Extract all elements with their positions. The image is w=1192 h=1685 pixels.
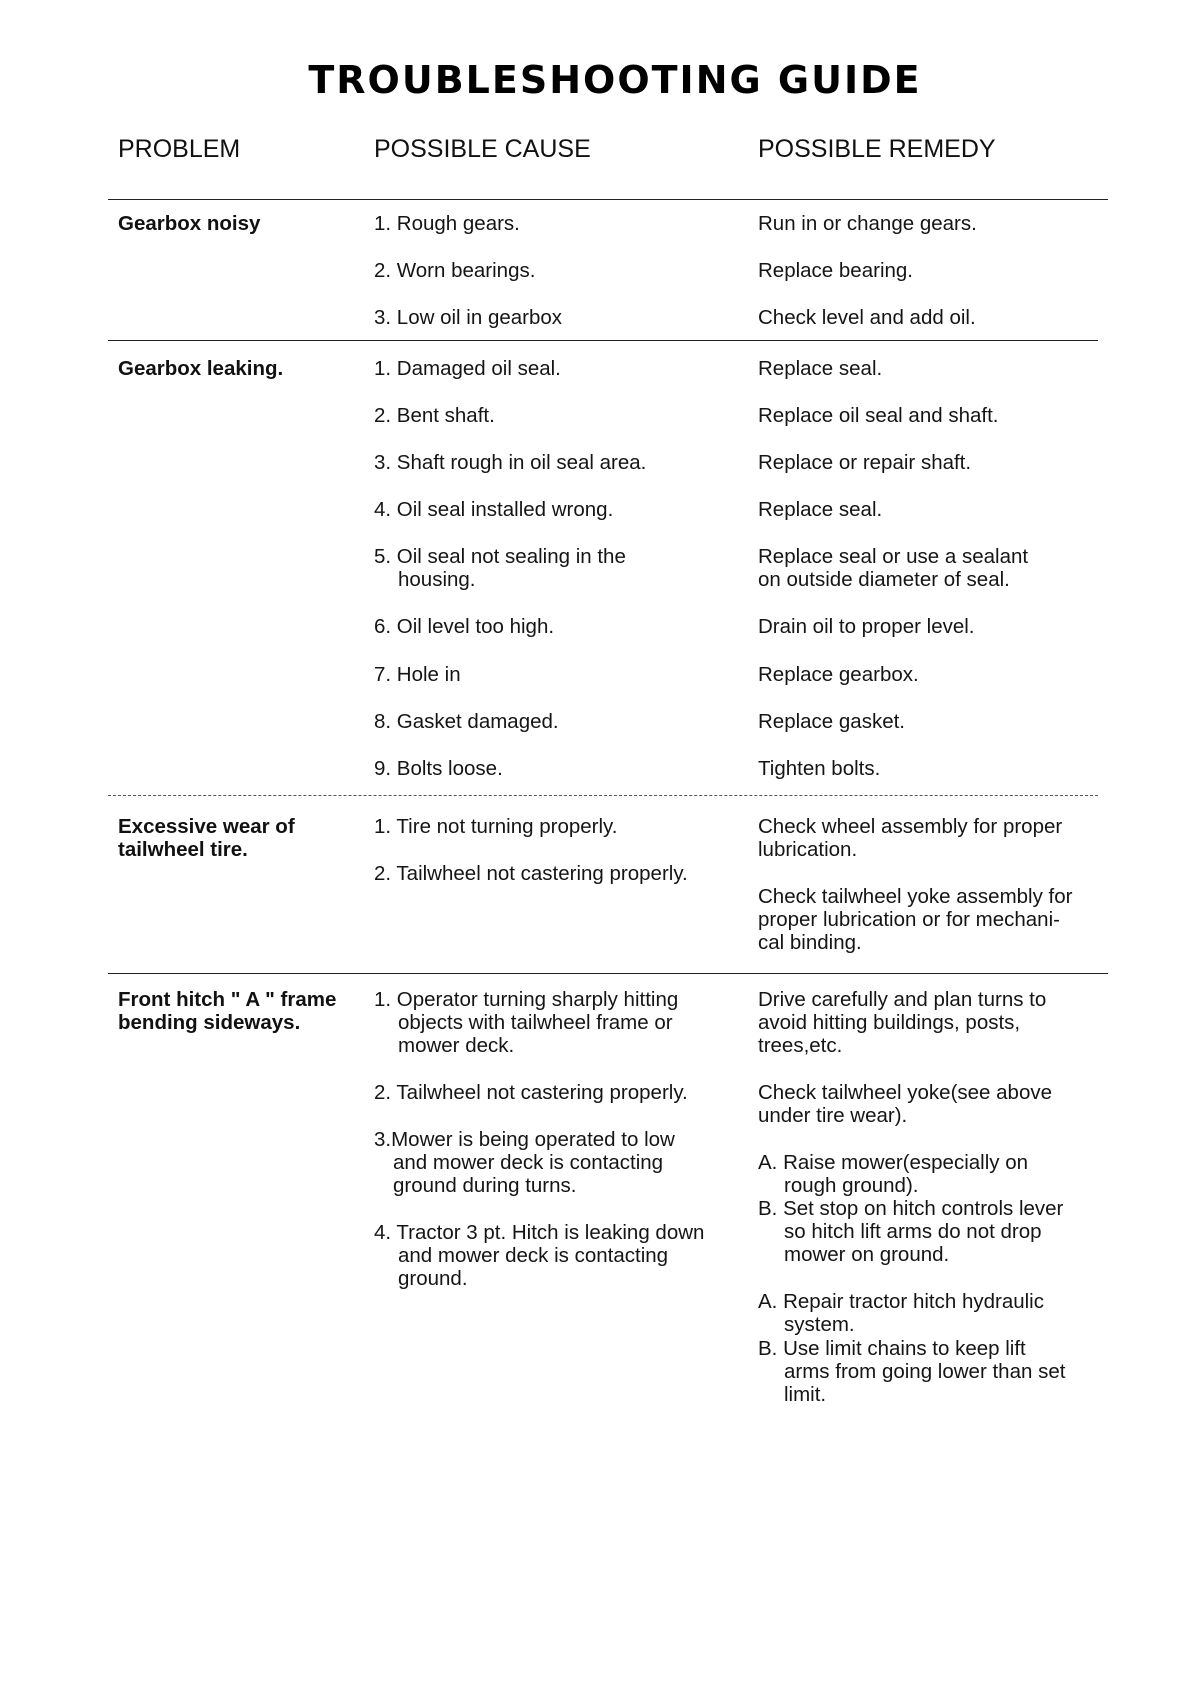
cause-item: 2. Bent shaft. xyxy=(374,404,495,427)
cause-continuation: mower deck. xyxy=(398,1034,515,1057)
cause-item-continued xyxy=(374,1034,514,1058)
cause-item: 3.Mower is being operated to low xyxy=(374,1128,675,1151)
divider-section-3 xyxy=(108,973,1108,974)
remedy-item: Replace oil seal and shaft. xyxy=(758,404,999,427)
cause-item: 1. Operator turning sharply hitting xyxy=(374,988,679,1011)
remedy-item: Tighten bolts. xyxy=(758,757,881,780)
cause-item-continued xyxy=(374,1267,468,1291)
cause-item: 4. Tractor 3 pt. Hitch is leaking down xyxy=(374,1221,705,1244)
remedy-item: Check tailwheel yoke assembly for xyxy=(758,885,1073,908)
remedy-continuation: limit. xyxy=(784,1383,827,1406)
remedy-item: B. Set stop on hitch controls lever xyxy=(758,1197,1064,1220)
remedy-item: A. Repair tractor hitch hydraulic xyxy=(758,1290,1044,1313)
cause-item-continued xyxy=(374,1174,576,1198)
cause-item: 2. Tailwheel not castering properly. xyxy=(374,1081,688,1104)
remedy-item-continued xyxy=(758,1313,855,1337)
cause-item: 1. Rough gears. xyxy=(374,212,520,235)
cause-item: 2. Tailwheel not castering properly. xyxy=(374,862,688,885)
cause-item: 4. Oil seal installed wrong. xyxy=(374,498,614,521)
remedy-item-continued: lubrication. xyxy=(758,838,858,861)
remedy-item-continued xyxy=(758,1243,949,1267)
divider-section-1 xyxy=(108,340,1098,341)
remedy-item: Run in or change gears. xyxy=(758,212,977,235)
cause-item: 7. Hole in xyxy=(374,663,461,686)
cause-continuation: ground. xyxy=(398,1267,468,1290)
cause-continuation: and mower deck is contacting xyxy=(398,1244,669,1267)
header-possible-cause: POSSIBLE CAUSE xyxy=(374,135,591,163)
problem-excessive-wear-line-1: Excessive wear of xyxy=(118,815,295,838)
remedy-item: Drain oil to proper level. xyxy=(758,615,975,638)
remedy-item: Replace gearbox. xyxy=(758,663,919,686)
remedy-item: Check tailwheel yoke(see above xyxy=(758,1081,1052,1104)
remedy-item: Drive carefully and plan turns to xyxy=(758,988,1047,1011)
cause-item-continued xyxy=(374,568,476,592)
remedy-continuation: so hitch lift arms do not drop xyxy=(784,1220,1042,1243)
cause-continuation: and mower deck is contacting xyxy=(393,1151,664,1174)
remedy-item: Check level and add oil. xyxy=(758,306,976,329)
cause-item-continued xyxy=(374,1151,663,1175)
cause-item: 3. Shaft rough in oil seal area. xyxy=(374,451,647,474)
page-title: TROUBLESHOOTING GUIDE xyxy=(308,58,922,102)
remedy-item-continued: proper lubrication or for mechani- xyxy=(758,908,1060,931)
cause-continuation: housing. xyxy=(398,568,476,591)
remedy-item-continued: avoid hitting buildings, posts, xyxy=(758,1011,1021,1034)
cause-item: 3. Low oil in gearbox xyxy=(374,306,563,329)
cause-item: 5. Oil seal not sealing in the xyxy=(374,545,626,568)
remedy-continuation: arms from going lower than set xyxy=(784,1360,1066,1383)
remedy-item: B. Use limit chains to keep lift xyxy=(758,1337,1026,1360)
remedy-item-continued xyxy=(758,1383,826,1407)
cause-item-continued xyxy=(374,1244,668,1268)
remedy-item: Replace seal. xyxy=(758,357,883,380)
remedy-item-continued: on outside diameter of seal. xyxy=(758,568,1010,591)
remedy-continuation: mower on ground. xyxy=(784,1243,950,1266)
remedy-item-continued: trees,etc. xyxy=(758,1034,843,1057)
problem-front-hitch-line-2: bending sideways. xyxy=(118,1011,301,1034)
remedy-item-continued xyxy=(758,1220,1042,1244)
remedy-item: Replace or repair shaft. xyxy=(758,451,972,474)
remedy-item-continued: under tire wear). xyxy=(758,1104,908,1127)
cause-item: 8. Gasket damaged. xyxy=(374,710,559,733)
header-possible-remedy: POSSIBLE REMEDY xyxy=(758,135,996,163)
cause-item: 1. Damaged oil seal. xyxy=(374,357,561,380)
remedy-continuation: system. xyxy=(784,1313,855,1336)
problem-excessive-wear-line-2: tailwheel tire. xyxy=(118,838,248,861)
cause-item: 2. Worn bearings. xyxy=(374,259,536,282)
remedy-item-continued xyxy=(758,1174,918,1198)
cause-item-continued xyxy=(374,1011,673,1035)
remedy-item-continued xyxy=(758,1360,1065,1384)
problem-gearbox-noisy: Gearbox noisy xyxy=(118,212,261,235)
cause-item: 9. Bolts loose. xyxy=(374,757,503,780)
remedy-item: Replace seal. xyxy=(758,498,883,521)
header-problem: PROBLEM xyxy=(118,135,241,163)
divider-section-2 xyxy=(108,795,1098,796)
cause-continuation: objects with tailwheel frame or xyxy=(398,1011,673,1034)
cause-item: 1. Tire not turning properly. xyxy=(374,815,618,838)
cause-item: 6. Oil level too high. xyxy=(374,615,555,638)
remedy-item: Replace gasket. xyxy=(758,710,906,733)
cause-continuation: ground during turns. xyxy=(393,1174,577,1197)
remedy-continuation: rough ground). xyxy=(784,1174,919,1197)
problem-front-hitch-line-1: Front hitch " A " frame xyxy=(118,988,337,1011)
remedy-item: A. Raise mower(especially on xyxy=(758,1151,1029,1174)
remedy-item-continued: cal binding. xyxy=(758,931,862,954)
problem-gearbox-leaking: Gearbox leaking. xyxy=(118,357,284,380)
remedy-item: Replace seal or use a sealant xyxy=(758,545,1029,568)
divider-header xyxy=(108,199,1108,200)
remedy-item: Check wheel assembly for proper xyxy=(758,815,1063,838)
remedy-item: Replace bearing. xyxy=(758,259,913,282)
